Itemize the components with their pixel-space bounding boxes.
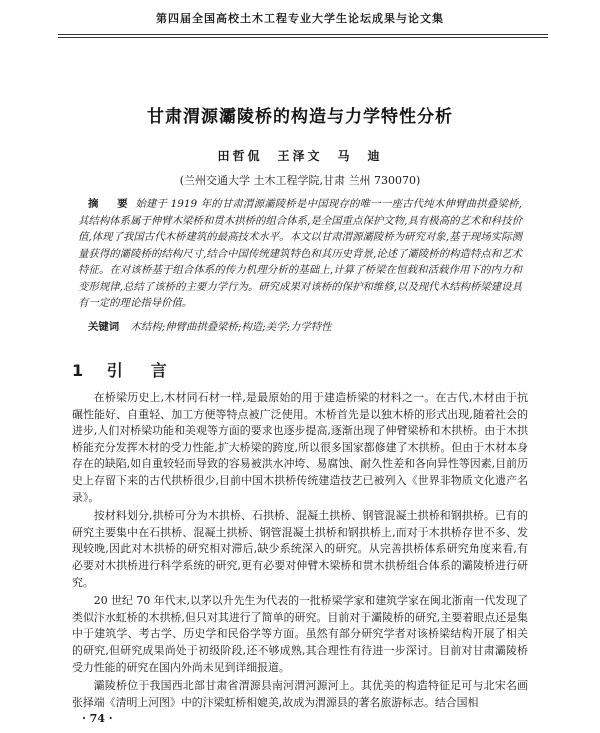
keywords-label: 关键词	[88, 321, 120, 333]
body-paragraph: 按材料划分,拱桥可分为木拱桥、石拱桥、混凝土拱桥、钢管混凝土拱桥和钢拱桥。已有的研究主要集中在石拱桥、混凝土拱桥、钢管混凝土拱桥和钢拱桥上,而对于木拱桥存世不多、发现较晚,因此对木拱桥的研究相对滞后,缺少系统深入的研究。从完善拱桥体系研究角度来看,有必要对木拱桥进行科学系统的研究,更有必要对伸臂木梁桥和贯木拱桥组合体系的灞陵桥进行研究。	[72, 509, 528, 589]
body-paragraph: 灞陵桥位于我国西北部甘肃省渭源县南河渭河源河上。其优美的构造特征足可与北宋名画张择端《清明上河图》中的汴梁虹桥相媲美,故成为渭源县的著名旅游标志。结合国相	[72, 679, 528, 709]
paper-affiliation: (兰州交通大学 土木工程学院,甘肃 兰州 730070)	[179, 174, 421, 187]
section-body	[72, 390, 528, 713]
section-heading-introduction	[72, 358, 173, 381]
running-header: 第四届全国高校土木工程专业大学生论坛成果与论文集	[156, 12, 444, 25]
page-number: · 74 ·	[82, 712, 113, 725]
header-rule-top	[58, 34, 548, 35]
keywords-block	[78, 319, 522, 335]
body-paragraph: 在桥梁历史上,木材同石材一样,是最原始的用于建造桥梁的材料之一。在古代,木材由于抗碾性能好、自重轻、加工方便等特点被广泛使用。木桥首先是以独木桥的形式出现,随着社会的进步,人们对桥梁功能和美观等方面的要求也逐步提高,逐渐出现了伸臂梁桥和木拱桥。由于木拱桥能充分发挥木材的受力性能,扩大桥梁的跨度,所以很多国家都修建了木拱桥。但由于木材本身存在的缺陷,如自重较轻而导致的容易被洪水冲垮、易腐蚀、耐久性差和各向异性等因素,目前历史上存留下来的古代拱桥很少,目前中国木拱桥传统建造技艺已被列入《世界非物质文化遗产名录》。	[72, 391, 528, 504]
section-number: 1	[72, 361, 90, 380]
section-title: 引 言	[106, 361, 173, 380]
body-paragraph: 20 世纪 70 年代末,以茅以升先生为代表的一批桥梁学家和建筑学家在闽北浙南一代发现了类似汴水虹桥的木拱桥,但只对其进行了简单的研究。目前对于灞陵桥的研究,主要着眼点还是集中于建筑学、考古学、历史学和民俗学等方面。虽然有部分研究学者对该桥梁结构开展了相关的研究,但研究成果尚处于初级阶段,还不够成熟,其合理性有待进一步深讨。目前对甘肃灞陵桥受力性能的研究在国内外尚未见到详细报道。	[72, 594, 528, 674]
keywords-text: 木结构;伸臂曲拱叠梁桥;构造;美学;力学特性	[130, 321, 332, 333]
header-rule-bottom	[58, 37, 548, 38]
abstract-label: 摘 要	[88, 198, 132, 210]
paper-authors: 田哲侃 王泽文 马 迪	[217, 149, 383, 163]
abstract-block	[78, 196, 522, 312]
paper-title: 甘肃渭源灞陵桥的构造与力学特性分析	[147, 107, 453, 127]
abstract-text: 始建于 1919 年的甘肃渭源灞陵桥是中国现存的唯一一座古代纯木伸臂曲拱叠梁桥,其结构体系属于伸臂木梁桥和贯木拱桥的组合体系,是全国重点保护文物,具有极高的艺术和科技价值,体现了我国古代木桥建筑的最高技术水平。本文以甘肃渭源灞陵桥为研究对象,基于现场实际测量获得的灞陵桥的结构尺寸,结合中国传统建筑特色和其历史背景,论述了灞陵桥的构造特点和艺术特征。在对该桥基于组合体系的传力机理分析的基础上,计算了桥梁在恒载和活载作用下的内力和变形规律,总结了该桥的主要力学行为。研究成果对该桥的保护和维修,以及现代木结构桥梁建设具有一定的理论指导价值。	[78, 198, 522, 309]
